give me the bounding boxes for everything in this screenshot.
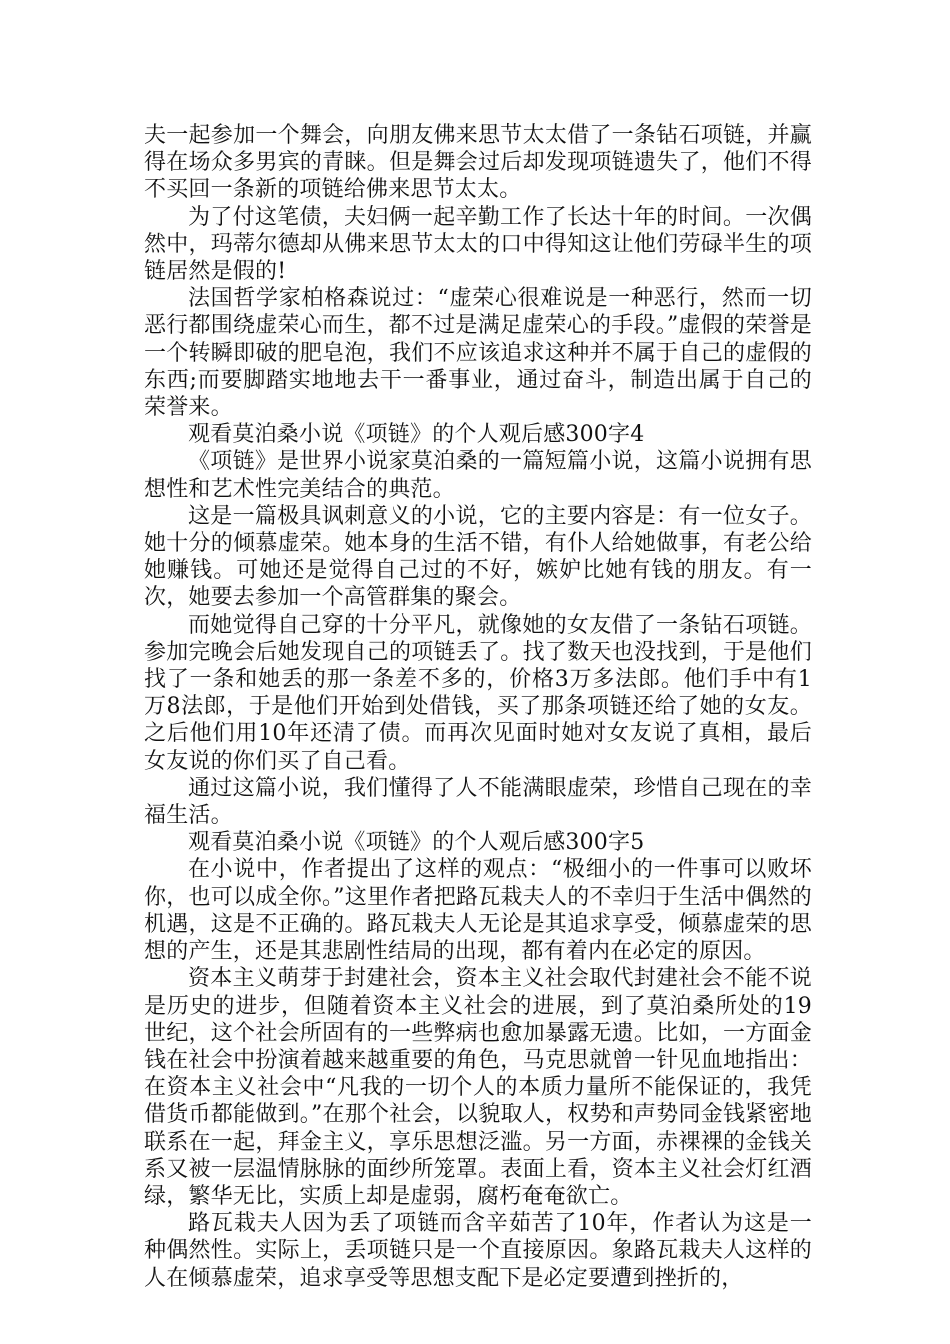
paragraph-9: 资本主义萌芽于封建社会，资本主义社会取代封建社会不能不说是历史的进步，但随着资本主义社会的进展，到了莫泊桑所处的19世纪，这个社会所固有的一些弊病也愈加暴露无遗。比如，一方面金钱在社会中扮演着越来越重要的角色，马克思就曾一针见血地指出：在资本主义社会中“凡我的一切个人的本质力量所不能保证的，我凭借货币都能做到。”在那个社会，以貌取人，权势和声势同金钱紧密地联系在一起，拜金主义，享乐思想泛滥。另一方面，赤裸裸的金钱关系又被一层温情脉脉的面纱所笼罩。表面上看，资本主义社会灯红酒绿，繁华无比，实质上却是虚弱，腐朽奄奄欲亡。 bbox=[144, 966, 812, 1209]
paragraph-4: 《项链》是世界小说家莫泊桑的一篇短篇小说，这篇小说拥有思想性和艺术性完美结合的典范。 bbox=[144, 449, 812, 502]
paragraph-7: 通过这篇小说，我们懂得了人不能满眼虚荣，珍惜自己现在的幸福生活。 bbox=[144, 775, 812, 829]
paragraph-10: 路瓦栽夫人因为丢了项链而含辛茹苦了10年，作者认为这是一种偶然性。实际上，丢项链只是一个直接原因。象路瓦栽夫人这样的人在倾慕虚荣，追求享受等思想支配下是必定要遭到挫折的， bbox=[144, 1211, 812, 1291]
paragraph-6: 而她觉得自己穿的十分平凡，就像她的女友借了一条钻石项链。参加完晚会后她发现自己的项链丢了。找了数天也没找到，于是他们找了一条和她丢的那一条差不多的，价格3万多法郎。他们手中有1万8法郎，于是他们开始到处借钱，买了那条项链还给了她的女友。之后他们用10年还清了债。而再次见面时她对女友说了真相，最后女友说的你们买了自己看。 bbox=[144, 612, 812, 774]
section-heading-5: 观看莫泊桑小说《项链》的个人观后感300字5 bbox=[188, 830, 645, 856]
paragraph-2: 为了付这笔债，夫妇俩一起辛勤工作了长达十年的时间。一次偶然中，玛蒂尔德却从佛来思节太太的口中得知这让他们劳碌半生的项链居然是假的! bbox=[144, 204, 812, 285]
paragraph-3: 法国哲学家柏格森说过：“虚荣心很难说是一种恶行，然而一切恶行都围绕虚荣心而生，都不过是满足虚荣心的手段。”虚假的荣誉是一个转瞬即破的肥皂泡，我们不应该追求这种并不属于自己的虚假的东西;而要脚踏实地地去干一番事业，通过奋斗，制造出属于自己的荣誉来。 bbox=[144, 286, 812, 421]
paragraph-8: 在小说中，作者提出了这样的观点：“极细小的一件事可以败坏你，也可以成全你。”这里作者把路瓦栽夫人的不幸归于生活中偶然的机遇，这是不正确的。路瓦栽夫人无论是其追求享受，倾慕虚荣的思想的产生，还是其悲剧性结局的出现，都有着内在必定的原因。 bbox=[144, 857, 812, 965]
section-heading-4: 观看莫泊桑小说《项链》的个人观后感300字4 bbox=[188, 422, 645, 448]
paragraph-5: 这是一篇极具讽刺意义的小说，它的主要内容是：有一位女子。她十分的倾慕虚荣。她本身的生活不错，有仆人给她做事，有老公给她赚钱。可她还是觉得自己过的不好，嫉妒比她有钱的朋友。有一次，她要去参加一个高管群集的聚会。 bbox=[144, 503, 812, 611]
document-page bbox=[144, 122, 812, 1292]
paragraph-1: 夫一起参加一个舞会，向朋友佛来思节太太借了一条钻石项链，并赢得在场众多男宾的青睐。但是舞会过后却发现项链遗失了，他们不得不买回一条新的项链给佛来思节太太。 bbox=[144, 123, 812, 203]
